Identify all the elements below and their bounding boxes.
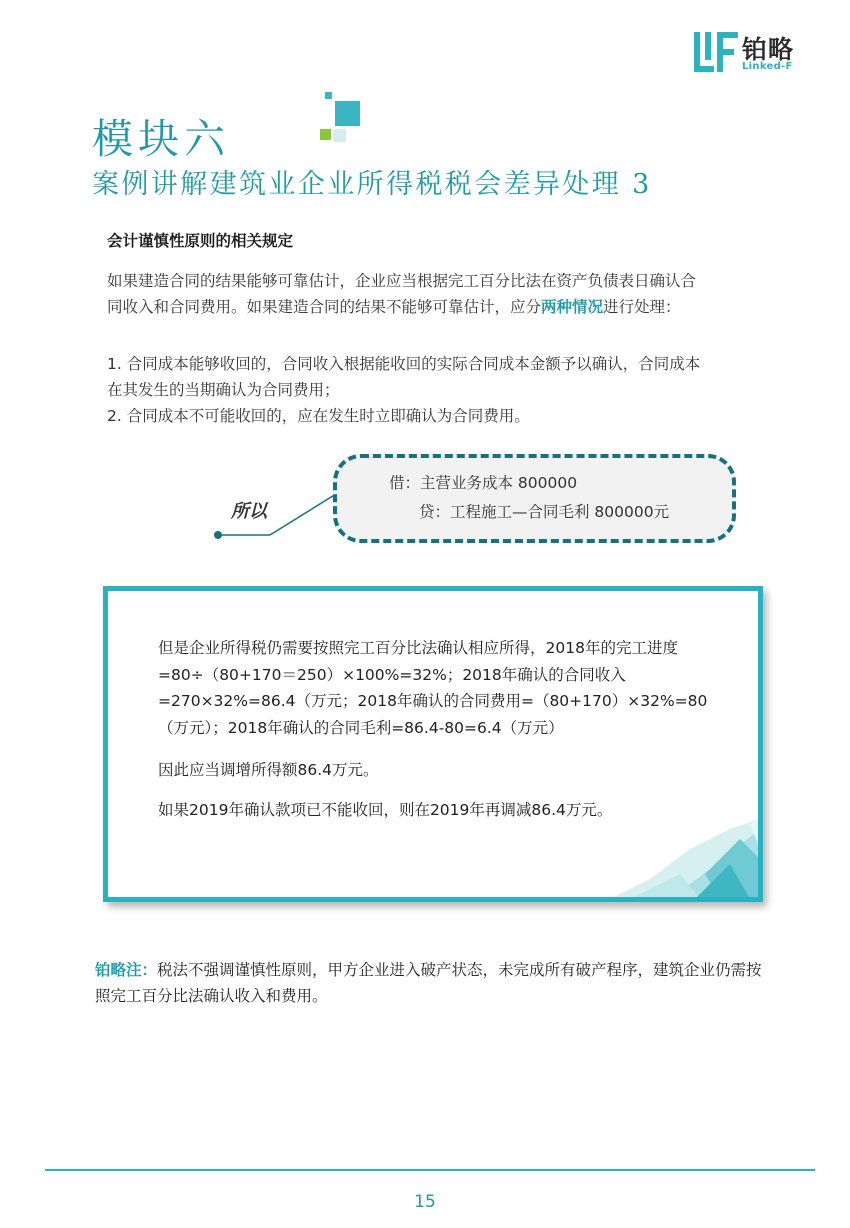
decor-square [325,92,332,99]
decor-square [335,101,360,126]
note-label: 铂略注： [95,961,158,979]
so-label: 所以 [231,501,267,522]
note-paragraph [95,957,775,1009]
page-number: 15 [414,1192,436,1212]
adjust-decrease-text: 如果2019年确认款项已不能收回，则在2019年再调减86.4万元。 [158,801,613,819]
decor-square [320,129,331,140]
crystal-decoration [610,819,760,899]
logo-name-cn: 铂略 [742,35,795,64]
brand-logo [694,30,814,74]
tax-calculation-text: 但是企业所得税仍需要按照完工百分比法确认相应所得，2018年的完工进度=80÷（80+170＝250）×100%=32%；2018年确认的合同收入=270×32%=86.4（万元；2018年确认的合同费用=（80+170）×32%=80（万元）；2018年确认的合同毛利=86.4-80=6.4（万元） [158,639,708,737]
list-item: 2. 合同成本不可能收回的，应在发生时立即确认为合同费用。 [107,407,530,425]
logo-name-en: Linked-F [742,61,793,72]
footer-divider [45,1169,815,1171]
list-item: 1. 合同成本能够收回的，合同收入根据能收回的实际合同成本金额予以确认，合同成本在其发生的当期确认为合同费用； [107,355,701,399]
rule-paragraph [107,268,707,320]
linkedf-logo-icon [694,32,738,72]
debit-entry: 借：主营业务成本 800000 [389,474,578,492]
module-subtitle: 案例讲解建筑业企业所得税税会差异处理 3 [92,169,652,200]
adjust-increase-text: 因此应当调增所得额86.4万元。 [158,761,379,779]
rule-text: 如果建造合同的结果能够可靠估计，企业应当根据完工百分比法在资产负债表日确认合同收入和合同费用。如果建造合同的结果不能够可靠估计，应分 [107,272,697,316]
tax-explanation-box [103,586,763,902]
section-heading: 会计谨慎性原则的相关规定 [107,232,294,250]
decor-square [333,129,346,142]
journal-entry-box [333,454,736,543]
highlight-text: 两种情况 [541,298,604,316]
credit-entry: 贷：工程施工—合同毛利 800000元 [419,503,670,521]
rule-list [107,351,707,429]
module-title: 模块六 [92,115,230,163]
rule-text: 进行处理： [603,298,681,316]
note-text: 税法不强调谨慎性原则，甲方企业进入破产状态，未完成所有破产程序，建筑企业仍需按照完工百分比法确认收入和费用。 [95,961,762,1005]
